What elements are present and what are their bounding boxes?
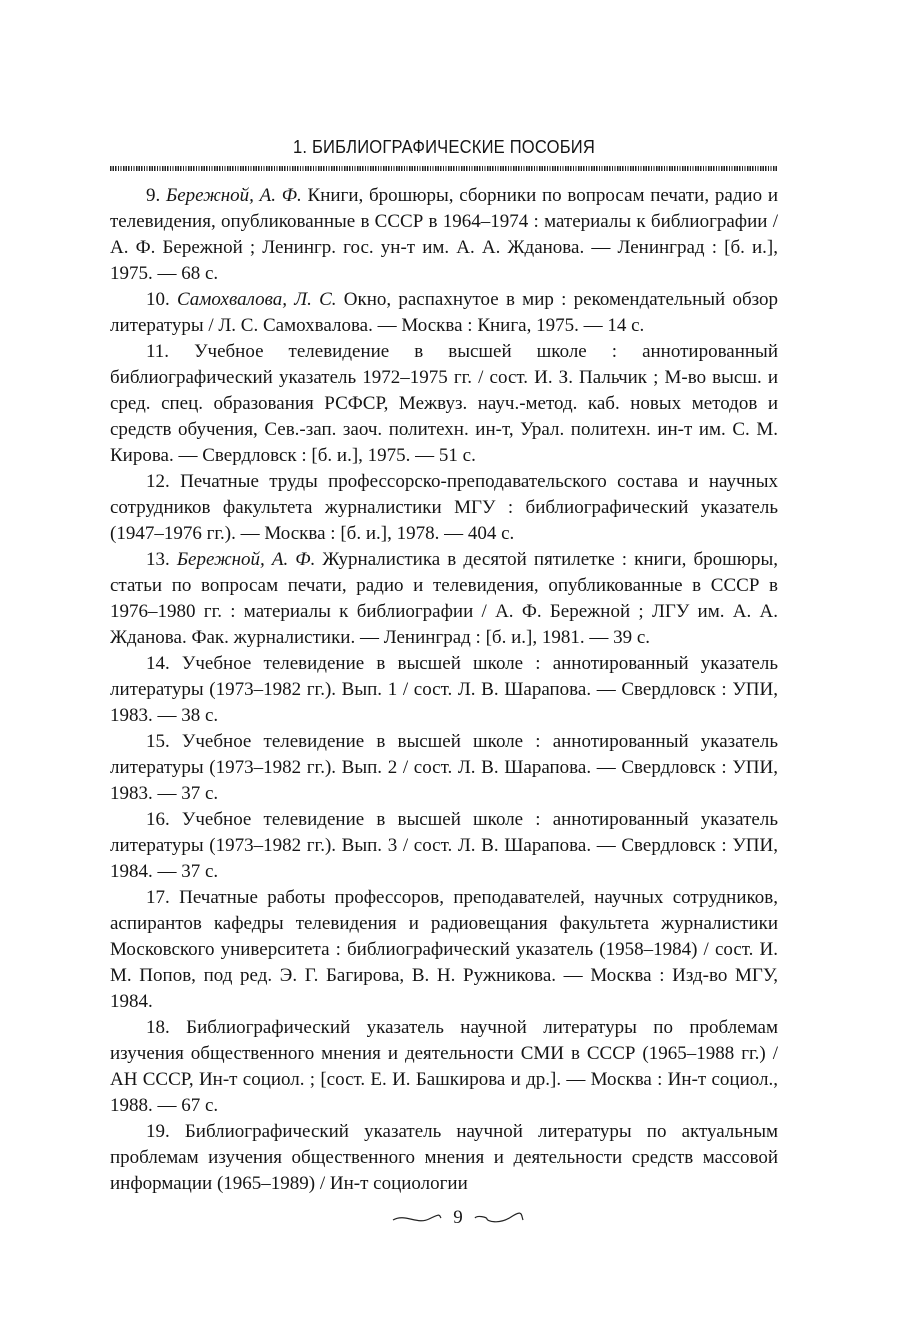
bibliography-entry: [110, 339, 778, 469]
entry-text: Журналистика в десятой пятилетке : книги, брошюры, статьи по вопросам печати, радио и телевидения, опубликованные в СССР в 1976–1980 гг. : материалы к библиографии / А. Ф. Бережной ; ЛГУ им. А. А. Жданова. Фак. журналистики. — Ленинград : [б. и.], 1981. — 39 с.: [110, 549, 778, 648]
entry-number: 11.: [146, 341, 170, 362]
entry-text: Библиографический указатель научной литературы по актуальным проблемам изучения общественного мнения и деятельности средств массовой информации (1965–1989) / Ин-т социологии: [110, 1121, 778, 1194]
entry-text: Учебное телевидение в высшей школе : аннотированный библиографический указатель 1972–1975 гг. / сост. И. З. Пальчик ; М-во высш. и сред. спец. образования РСФСР, Межвуз. науч.-метод. каб. новых методов и средств обучения, Сев.-зап. заоч. политехн. ин-т, Урал. политехн. ин-т им. С. М. Кирова. — Свердловск : [б. и.], 1975. — 51 с.: [110, 341, 778, 466]
entry-number: 13.: [146, 549, 170, 570]
right-swash-ornament: [473, 1211, 525, 1225]
entry-number: 18.: [146, 1017, 170, 1038]
entry-number: 10.: [146, 289, 170, 310]
bibliography-entry: [110, 651, 778, 729]
bibliography-list: [110, 183, 778, 1197]
entry-text: Учебное телевидение в высшей школе : аннотированный указатель литературы (1973–1982 гг.). Вып. 2 / сост. Л. В. Шарапова. — Свердловск : УПИ, 1983. — 37 с.: [110, 731, 778, 804]
bibliography-entry: [110, 183, 778, 287]
entry-text: Учебное телевидение в высшей школе : аннотированный указатель литературы (1973–1982 гг.). Вып. 1 / сост. Л. В. Шарапова. — Свердловск : УПИ, 1983. — 38 с.: [110, 653, 778, 726]
bibliography-entry: [110, 469, 778, 547]
entry-number: 14.: [146, 653, 170, 674]
page-footer: [0, 1206, 916, 1229]
left-swash-ornament: [391, 1211, 443, 1225]
bibliography-entry: [110, 885, 778, 1015]
entry-text: Печатные труды профессорско-преподавательского состава и научных сотрудников факультета журналистики МГУ : библиографический указатель (1947–1976 гг.). — Москва : [б. и.], 1978. — 404 с.: [110, 471, 778, 544]
entry-number: 19.: [146, 1121, 170, 1142]
bibliography-entry: [110, 807, 778, 885]
bibliography-entry: [110, 729, 778, 807]
entry-number: 9.: [146, 185, 161, 206]
entry-text: Учебное телевидение в высшей школе : аннотированный указатель литературы (1973–1982 гг.). Вып. 3 / сост. Л. В. Шарапова. — Свердловск : УПИ, 1984. — 37 с.: [110, 809, 778, 882]
entry-number: 17.: [146, 887, 170, 908]
entry-number: 12.: [146, 471, 170, 492]
bibliography-entry: [110, 1119, 778, 1197]
entry-author: Бережной, А. Ф.: [176, 549, 316, 570]
bibliography-entry: [110, 547, 778, 651]
entry-text: Книги, брошюры, сборники по вопросам печати, радио и телевидения, опубликованные в СССР в 1964–1974 : материалы к библиографии / А. Ф. Бережной ; Ленингр. гос. ун-т им. А. А. Жданова. — Ленинград : [б. и.], 1975. — 68 с.: [110, 185, 778, 284]
entry-author: Самохвалова, Л. С.: [177, 289, 337, 310]
running-head: 1. БИБЛИОГРАФИЧЕСКИЕ ПОСОБИЯ: [293, 137, 595, 157]
entry-text: Печатные работы профессоров, преподавателей, научных сотрудников, аспирантов кафедры телевидения и радиовещания факультета журналистики Московского университета : библиографический указатель (1958–1984) / сост. И. М. Попов, под ред. Э. Г. Багирова, В. Н. Ружникова. — Москва : Изд-во МГУ, 1984.: [110, 887, 778, 1012]
entry-text: Окно, распахнутое в мир : рекомендательный обзор литературы / Л. С. Самохвалова. — Москва : Книга, 1975. — 14 с.: [110, 289, 779, 336]
bibliography-entry: [110, 287, 778, 339]
entry-number: 15.: [146, 731, 170, 752]
entry-author: Бережной, А. Ф.: [165, 185, 302, 206]
dotted-rule: [110, 166, 778, 171]
page-number: 9: [453, 1206, 463, 1228]
entry-number: 16.: [146, 809, 170, 830]
entry-text: Библиографический указатель научной литературы по проблемам изучения общественного мнения и деятельности СМИ в СССР (1965–1988 гг.) / АН СССР, Ин-т социол. ; [сост. Е. И. Башкирова и др.]. — Москва : Ин-т социол., 1988. — 67 с.: [110, 1017, 778, 1116]
bibliography-entry: [110, 1015, 778, 1119]
